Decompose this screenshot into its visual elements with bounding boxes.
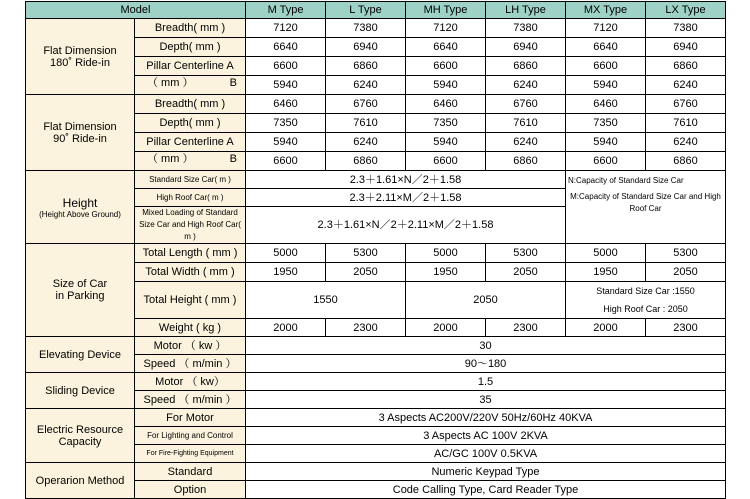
header-row	[26, 2, 726, 19]
cell: 2050	[486, 263, 566, 282]
pillar-b-label: B	[229, 153, 237, 165]
cell: 2300	[486, 319, 566, 337]
elevating-group-label: Elevating Device	[26, 337, 135, 373]
cell: 6240	[486, 76, 566, 95]
elevating-speed-value: 90～180	[246, 355, 726, 373]
cell: 5940	[566, 133, 646, 152]
cell: 6760	[486, 95, 566, 114]
flat180-breadth-row	[26, 19, 726, 38]
cell: 6640	[406, 38, 486, 57]
cell: 6600	[406, 152, 486, 171]
cell: 6600	[246, 152, 326, 171]
row-label: Pillar Centerline A	[135, 57, 246, 76]
height-group-label	[26, 171, 135, 244]
cell: 6860	[326, 152, 406, 171]
cell: 1950	[406, 263, 486, 282]
row-label: Standard	[135, 463, 246, 481]
electric-motor-value: 3 Aspects AC200V/220V 50Hz/60Hz 40KVA	[246, 409, 726, 427]
cell: 5300	[646, 244, 726, 263]
pillar-b-label: B	[229, 77, 237, 89]
sliding-motor-row	[26, 373, 726, 391]
row-label: Motor （ kw）	[135, 373, 246, 391]
highroof-formula: 2.3＋2.11×M／2＋1.58	[246, 189, 566, 207]
row-label: Speed （ m/min ）	[135, 391, 246, 409]
standard-formula: 2.3＋1.61×N／2＋1.58	[246, 171, 566, 189]
row-label: Total Width ( mm )	[135, 263, 246, 282]
cell: 5000	[406, 244, 486, 263]
operation-standard-value: Numeric Keypad Type	[246, 463, 726, 481]
row-label: Mixed Loading of Standard Size Car and High Roof Car( m )	[135, 207, 246, 244]
row-label	[135, 76, 246, 95]
height-title: Height	[62, 195, 98, 210]
cell: 7610	[646, 114, 726, 133]
row-label: Breadth( mm )	[135, 95, 246, 114]
flat90-group-label: Flat Dimension 90˚ Ride-in	[26, 95, 135, 171]
sliding-group-label: Sliding Device	[26, 373, 135, 409]
model-header: Model	[26, 2, 246, 19]
mx-highroof-height: High Roof Car : 2050	[603, 304, 688, 314]
cell: 7380	[646, 19, 726, 38]
note-n: N:Capacity of Standard Size Car	[568, 176, 684, 185]
cell: 6460	[406, 95, 486, 114]
type-header: LX Type	[646, 2, 726, 19]
row-label: For Fire-Fighting Equipment	[135, 445, 246, 463]
cell: 2000	[566, 319, 646, 337]
row-label: Standard Size Car( m )	[135, 171, 246, 189]
height-mx-cell	[566, 282, 726, 319]
cell: 6600	[566, 57, 646, 76]
row-label: High Roof Car( m )	[135, 189, 246, 207]
cell: 6940	[486, 38, 566, 57]
row-label: Weight ( kg )	[135, 319, 246, 337]
cell: 5300	[486, 244, 566, 263]
cell: 2000	[246, 319, 326, 337]
sliding-speed-value: 35	[246, 391, 726, 409]
electric-lighting-value: 3 Aspects AC 100V 2KVA	[246, 427, 726, 445]
row-label	[135, 152, 246, 171]
note-m: M:Capacity of Standard Size Car and High Roof Car	[570, 192, 721, 213]
cell: 1950	[566, 263, 646, 282]
row-label: For Lighting and Control	[135, 427, 246, 445]
type-header: M Type	[246, 2, 326, 19]
specification-table	[25, 1, 726, 499]
cell: 6940	[326, 38, 406, 57]
cell: 5940	[246, 133, 326, 152]
cell: 2050	[326, 263, 406, 282]
mixed-formula: 2.3＋1.61×N／2＋2.11×M／2＋1.58	[246, 207, 566, 244]
electric-group-label: Electric Resource Capacity	[26, 409, 135, 463]
cell: 6640	[566, 38, 646, 57]
height-ml-cell: 1550	[246, 282, 406, 319]
cell: 5940	[406, 76, 486, 95]
cell: 2300	[646, 319, 726, 337]
cell: 6240	[646, 76, 726, 95]
elevating-motor-row	[26, 337, 726, 355]
cell: 6860	[646, 57, 726, 76]
flat90-breadth-row	[26, 95, 726, 114]
cell: 5300	[326, 244, 406, 263]
height-standard-row	[26, 171, 726, 189]
capacity-note	[566, 171, 726, 244]
cell: 6460	[566, 95, 646, 114]
row-label: Depth( mm )	[135, 38, 246, 57]
cell: 6860	[646, 152, 726, 171]
cell: 6240	[326, 133, 406, 152]
cell: 1950	[246, 263, 326, 282]
cell: 7380	[326, 19, 406, 38]
electric-motor-row	[26, 409, 726, 427]
cell: 7350	[566, 114, 646, 133]
height-subtitle: (Height Above Ground)	[39, 209, 121, 219]
cell: 7120	[406, 19, 486, 38]
cell: 6640	[246, 38, 326, 57]
cell: 5000	[566, 244, 646, 263]
row-label: Pillar Centerline A	[135, 133, 246, 152]
cell: 5940	[246, 76, 326, 95]
row-label: Speed （ m/min ）	[135, 355, 246, 373]
flat180-group-label: Flat Dimension 180˚ Ride-in	[26, 19, 135, 95]
cell: 5940	[406, 133, 486, 152]
cell: 6600	[566, 152, 646, 171]
cell: 2300	[326, 319, 406, 337]
cell: 6240	[646, 133, 726, 152]
cell: 5940	[566, 76, 646, 95]
cell: 7120	[246, 19, 326, 38]
cell: 6240	[326, 76, 406, 95]
cell: 5000	[246, 244, 326, 263]
mx-standard-height: Standard Size Car :1550	[596, 286, 695, 296]
type-header: MX Type	[566, 2, 646, 19]
parking-length-row	[26, 244, 726, 263]
cell: 6240	[486, 133, 566, 152]
row-label: Depth( mm )	[135, 114, 246, 133]
type-header: MH Type	[406, 2, 486, 19]
cell: 7610	[486, 114, 566, 133]
height-mhlh-cell: 2050	[406, 282, 566, 319]
cell: 6860	[486, 152, 566, 171]
operation-group-label: Operarion Method	[26, 463, 135, 499]
cell: 6860	[486, 57, 566, 76]
type-header: L Type	[326, 2, 406, 19]
row-label: Total Length ( mm )	[135, 244, 246, 263]
row-label: For Motor	[135, 409, 246, 427]
cell: 6600	[246, 57, 326, 76]
cell: 6940	[646, 38, 726, 57]
sliding-motor-value: 1.5	[246, 373, 726, 391]
cell: 7380	[486, 19, 566, 38]
type-header: LH Type	[486, 2, 566, 19]
row-label: Motor （ kw ）	[135, 337, 246, 355]
cell: 6760	[646, 95, 726, 114]
cell: 2000	[406, 319, 486, 337]
cell: 7350	[406, 114, 486, 133]
cell: 7120	[566, 19, 646, 38]
operation-option-value: Code Calling Type, Card Reader Type	[246, 481, 726, 499]
cell: 2050	[646, 263, 726, 282]
unit-label: （ mm ）	[147, 153, 194, 165]
cell: 6600	[406, 57, 486, 76]
parking-group-label: Size of Car in Parking	[26, 244, 135, 337]
row-label: Breadth( mm )	[135, 19, 246, 38]
row-label: Option	[135, 481, 246, 499]
cell: 7610	[326, 114, 406, 133]
row-label: Total Height ( mm )	[135, 282, 246, 319]
cell: 6460	[246, 95, 326, 114]
cell: 7350	[246, 114, 326, 133]
cell: 6760	[326, 95, 406, 114]
unit-label: （ mm ）	[147, 77, 194, 89]
operation-standard-row	[26, 463, 726, 481]
cell: 6860	[326, 57, 406, 76]
electric-fire-value: AC/GC 100V 0.5KVA	[246, 445, 726, 463]
elevating-motor-value: 30	[246, 337, 726, 355]
